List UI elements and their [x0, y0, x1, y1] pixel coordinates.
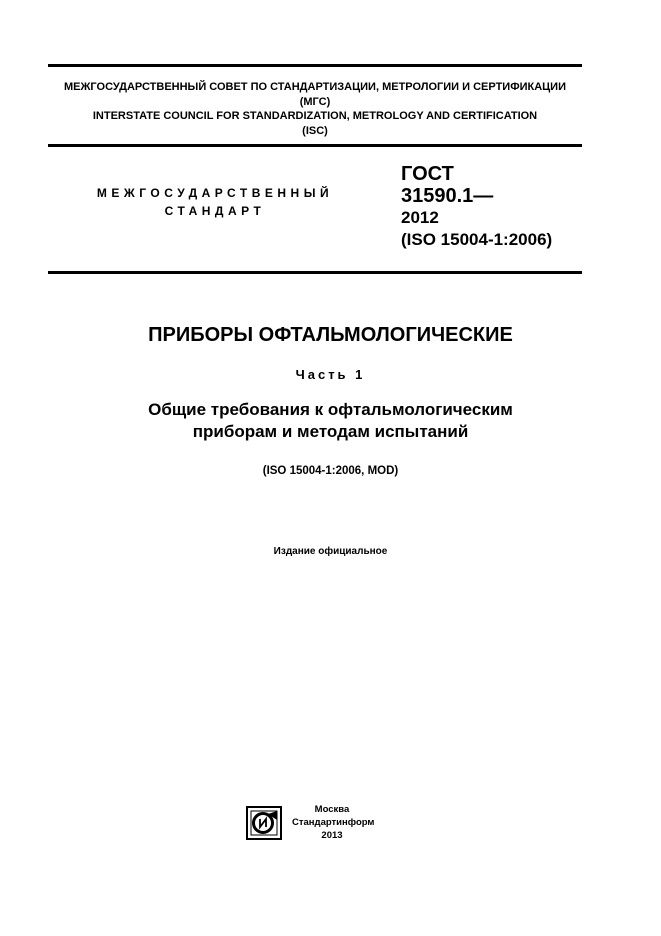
top-divider [48, 64, 582, 67]
subtitle-line1: Общие требования к офтальмологическим [148, 400, 513, 419]
part-label: Часть 1 [295, 367, 366, 382]
publisher-name: Стандартинформ [292, 817, 375, 828]
gost-iso-equivalent: (ISO 15004-1:2006) [401, 230, 553, 249]
council-abbr-en: (ISC) [302, 124, 328, 137]
gost-year: 2012 [401, 208, 439, 227]
document-title: ПРИБОРЫ ОФТАЛЬМОЛОГИЧЕСКИЕ [148, 324, 513, 346]
subtitle-line2: приборам и методам испытаний [192, 422, 469, 441]
iso-reference: (ISO 15004-1:2006, MOD) [262, 465, 399, 477]
council-header [48, 80, 582, 138]
council-name-ru: МЕЖГОСУДАРСТВЕННЫЙ СОВЕТ ПО СТАНДАРТИЗАЦИИ, МЕТРОЛОГИИ И СЕРТИФИКАЦИИ [63, 81, 566, 93]
edition-label: Издание официальное [273, 546, 388, 557]
standartinform-logo-icon [246, 806, 282, 840]
standard-type-line2: СТАНДАРТ [164, 204, 266, 218]
designation-divider [48, 271, 582, 274]
standard-type [80, 184, 350, 220]
gost-number: 31590.1— [401, 185, 494, 207]
standard-designation [401, 163, 552, 251]
publisher-year: 2013 [321, 830, 343, 841]
header-divider [48, 144, 582, 147]
gost-label: ГОСТ [401, 163, 454, 185]
standard-type-line1: МЕЖГОСУДАРСТВЕННЫЙ [96, 186, 334, 200]
document-subtitle [0, 399, 661, 443]
council-abbr-ru: (МГС) [299, 95, 331, 108]
council-name-en: INTERSTATE COUNCIL FOR STANDARDIZATION, METROLOGY AND CERTIFICATION [92, 110, 538, 122]
publisher-block [292, 803, 375, 842]
publisher-city: Москва [314, 804, 350, 815]
